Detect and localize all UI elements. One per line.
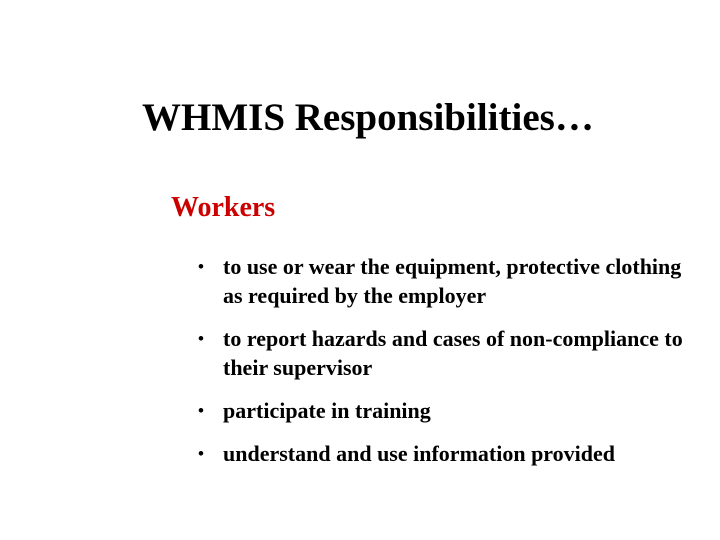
list-item-text: to use or wear the equipment, protective clothing as required by the employer	[223, 254, 682, 308]
dot-bullet-icon: •	[198, 257, 204, 276]
dot-bullet-icon: •	[198, 444, 204, 463]
list-item	[198, 252, 698, 310]
list-item-text: participate in training	[223, 398, 431, 423]
list-item-text: understand and use information provided	[223, 441, 616, 466]
slide-title: WHMIS Responsibilities…	[142, 96, 594, 139]
dot-bullet-icon: •	[198, 329, 204, 348]
list-item-text: to report hazards and cases of non-compliance to their supervisor	[223, 326, 683, 380]
list-item	[198, 396, 698, 425]
section-heading-workers: Workers	[171, 192, 276, 223]
dot-bullet-icon: •	[198, 401, 204, 420]
responsibility-list	[198, 252, 698, 482]
list-item	[198, 324, 698, 382]
list-item	[198, 439, 698, 468]
